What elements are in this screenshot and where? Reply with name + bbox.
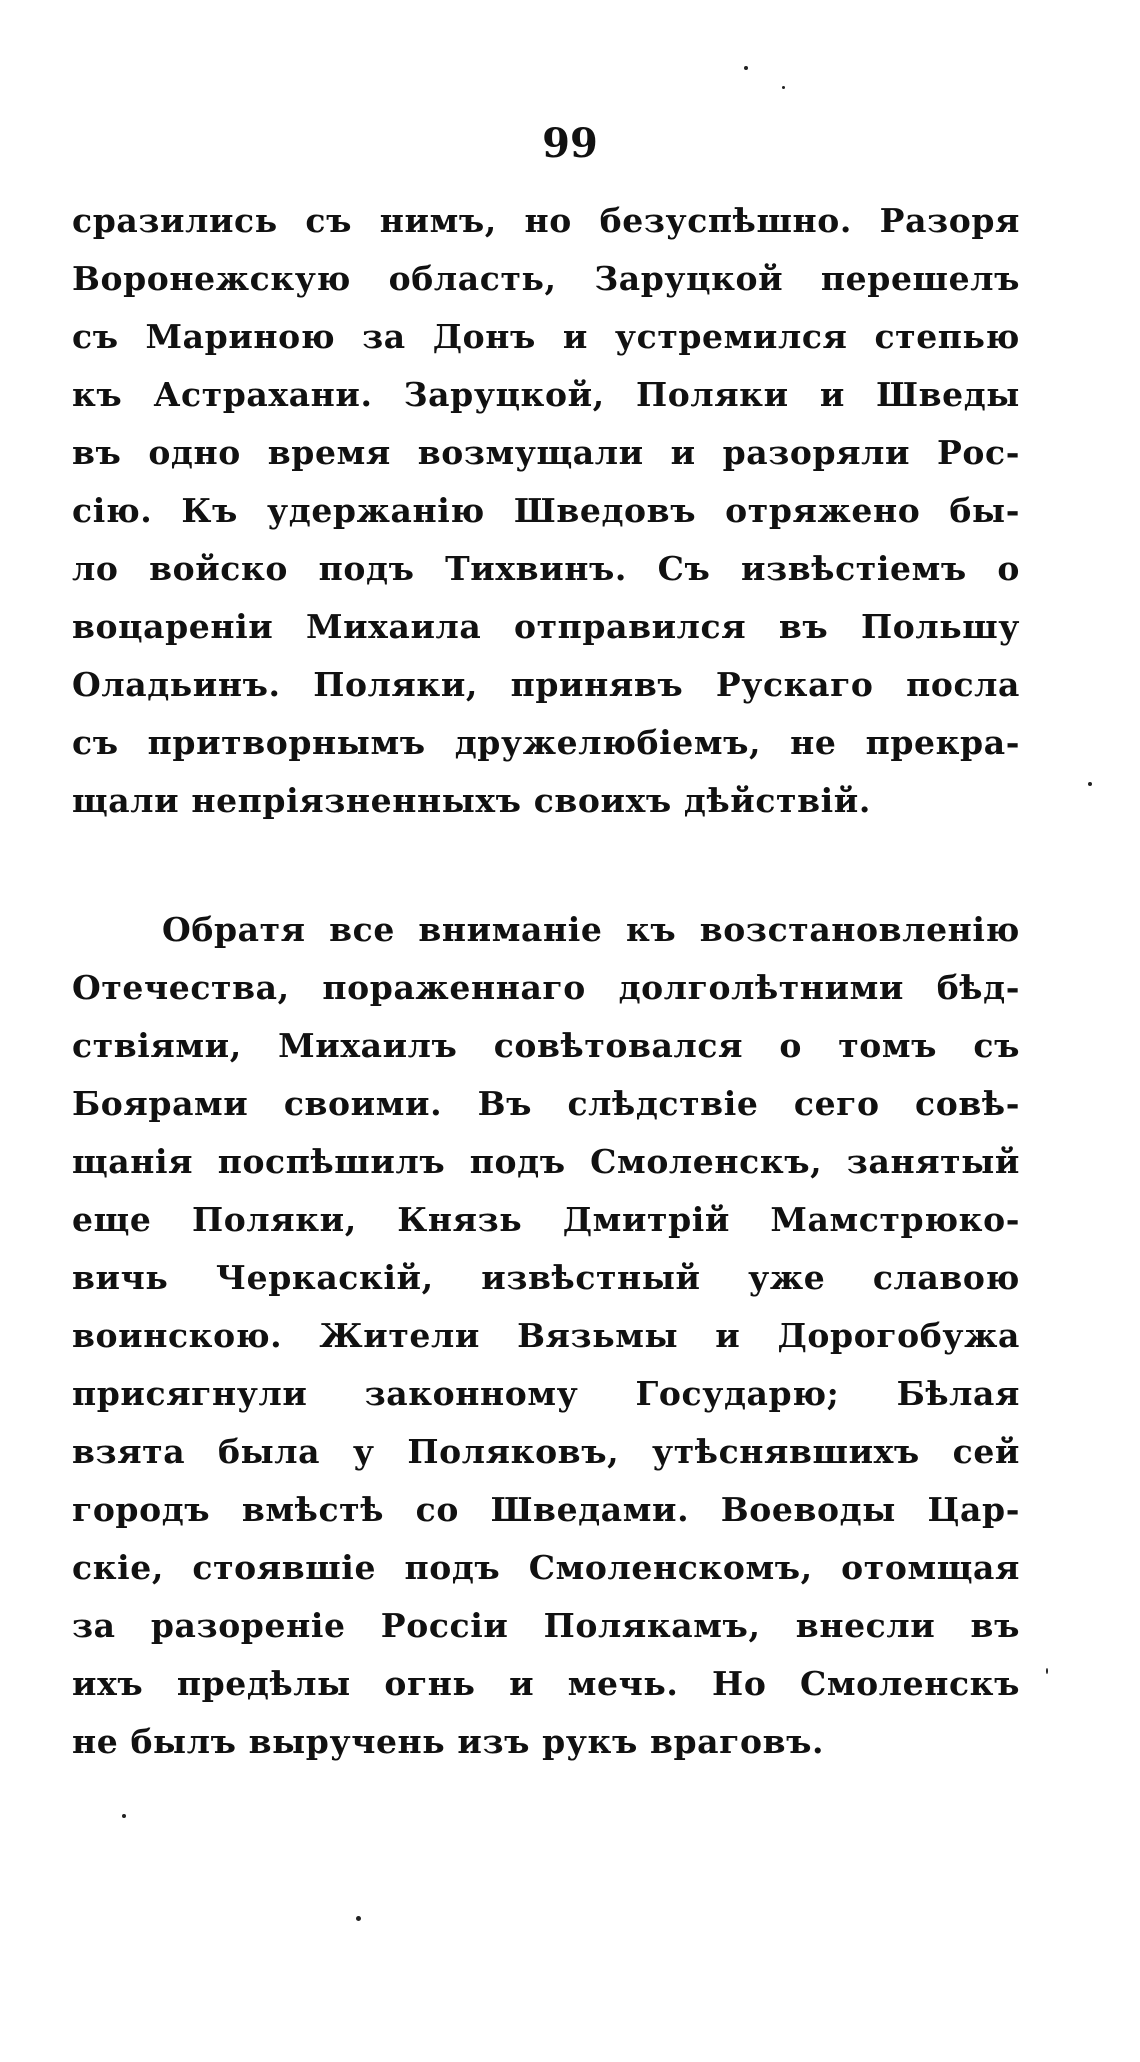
text-line: не былъ выручень изъ рукъ враговъ.	[72, 1722, 825, 1761]
text-line: вичь Черкаскій, извѣстный уже славою	[72, 1258, 1020, 1297]
paper-speck	[1088, 782, 1092, 786]
text-line: городъ вмѣстѣ со Шведами. Воеводы Цар-	[72, 1490, 1020, 1529]
text-line: сразились съ нимъ, но безуспѣшно. Разоря	[72, 201, 1020, 240]
text-line: Отечества, пораженнаго долголѣтними бѣд-	[72, 968, 1020, 1007]
text-line: скіе, стоявшіе подъ Смоленскомъ, отомщая	[72, 1548, 1020, 1587]
text-line: съ притворнымъ дружелюбіемъ, не прекра-	[72, 723, 1020, 762]
text-line: ствіями, Михаилъ совѣтовался о томъ съ	[72, 1026, 1020, 1065]
text-line: воцареніи Михаила отправился въ Польшу	[72, 607, 1020, 646]
text-line: Оладьинъ. Поляки, принявъ Рускаго посла	[72, 665, 1020, 704]
text-line: Боярами своими. Въ слѣдствіе сего совѣ-	[72, 1084, 1020, 1123]
text-line: щанія поспѣшилъ подъ Смоленскъ, занятый	[72, 1142, 1020, 1181]
paper-speck	[122, 1814, 126, 1818]
text-line: ло войско подъ Тихвинъ. Съ извѣстіемъ о	[72, 549, 1020, 588]
paper-speck	[782, 86, 785, 89]
text-line: къ Астрахани. Заруцкой, Поляки и Шведы	[72, 375, 1020, 414]
text-line: за разореніе Россіи Полякамъ, внесли въ	[72, 1606, 1020, 1645]
text-line: съ Мариною за Донъ и устремился степью	[72, 317, 1020, 356]
page-number: 99	[542, 120, 598, 167]
paper-speck	[1046, 1668, 1048, 1674]
paragraph	[72, 901, 1020, 1771]
text-line: въ одно время возмущали и разоряли Рос-	[72, 433, 1020, 472]
text-line: Обратя все вниманіе къ возстановленію	[162, 910, 1020, 949]
text-line: присягнули законному Государю; Бѣлая	[72, 1374, 1020, 1413]
text-line: сію. Къ удержанію Шведовъ отряжено бы-	[72, 491, 1020, 530]
paper-speck	[744, 66, 748, 70]
paper-speck	[356, 1916, 361, 1921]
text-line: еще Поляки, Князь Дмитрій Мамстрюко-	[72, 1200, 1020, 1239]
paragraph	[72, 192, 1020, 830]
text-line: ихъ предѣлы огнь и мечь. Но Смоленскъ	[72, 1664, 1020, 1703]
text-line: взята была у Поляковъ, утѣснявшихъ сей	[72, 1432, 1020, 1471]
text-line: воинскою. Жители Вязьмы и Дорогобужа	[72, 1316, 1020, 1355]
text-line: Воронежскую область, Заруцкой перешелъ	[72, 259, 1020, 298]
text-line: щали непріязненныхъ своихъ дѣйствій.	[72, 781, 871, 820]
